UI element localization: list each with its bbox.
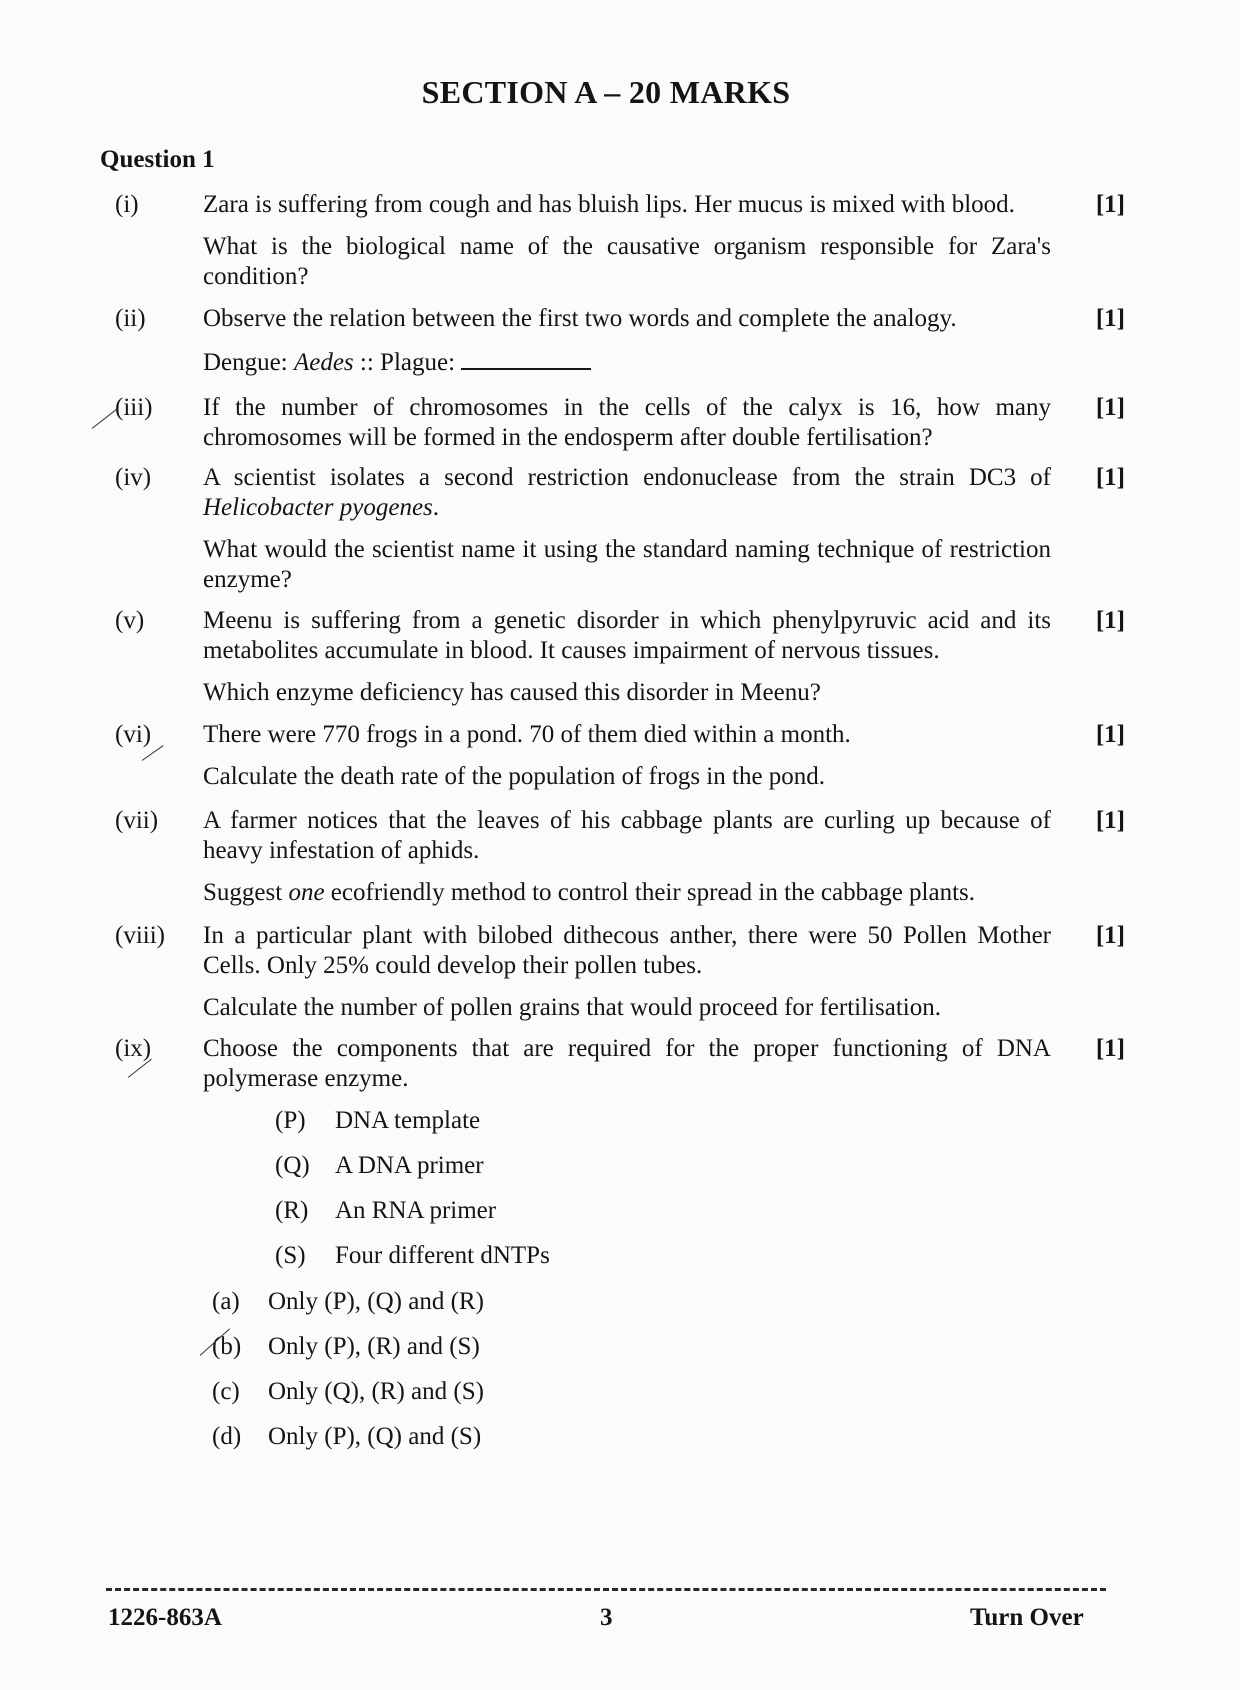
answer-blank xyxy=(461,346,591,370)
emphasis-word: one xyxy=(288,879,325,906)
question-text-part: A scientist isolates a second restriction endonuclease from the strain DC3 of xyxy=(203,464,1051,491)
component-text: Four different dNTPs xyxy=(335,1242,550,1269)
component-label: (S) xyxy=(275,1242,306,1269)
component-item xyxy=(275,1196,496,1226)
question-item xyxy=(115,921,1125,1023)
component-label: (P) xyxy=(275,1107,306,1134)
question-number: (i) xyxy=(115,191,139,218)
question-marks: [1] xyxy=(1095,807,1125,834)
component-item xyxy=(275,1151,484,1181)
question-number: (ii) xyxy=(115,305,146,332)
footer-rule xyxy=(106,1588,1106,1591)
question-item xyxy=(115,304,1125,378)
question-text xyxy=(203,878,1051,908)
paper-code: 1226-863A xyxy=(108,1604,222,1631)
question-item xyxy=(115,463,1125,595)
component-text: An RNA primer xyxy=(335,1197,497,1224)
component-item xyxy=(275,1241,550,1271)
choice-label: (b) xyxy=(212,1333,242,1360)
choice-label: (c) xyxy=(212,1378,240,1405)
question-number: (viii) xyxy=(115,922,165,949)
choice-text: Only (Q), (R) and (S) xyxy=(268,1378,484,1405)
question-text: A farmer notices that the leaves of his cabbage plants are curling up because of heavy infestation of aphids. xyxy=(203,807,1051,864)
analogy-part: :: Plague: xyxy=(353,349,462,376)
answer-choice[interactable] xyxy=(212,1287,484,1317)
choice-label: (d) xyxy=(212,1423,242,1450)
question-text: In a particular plant with bilobed dithecous anther, there were 50 Pollen Mother Cells. Only 25% could develop their pollen tubes. xyxy=(203,922,1051,979)
choice-label: (a) xyxy=(212,1288,240,1315)
question-number: (iv) xyxy=(115,464,152,491)
question-text: Calculate the death rate of the population of frogs in the pond. xyxy=(203,763,826,790)
component-item xyxy=(275,1106,480,1136)
question-number: (vi) xyxy=(115,721,152,748)
question-text: Observe the relation between the first two words and complete the analogy. xyxy=(203,305,957,332)
analogy-part: Dengue: xyxy=(203,349,294,376)
question-number: (iii) xyxy=(115,394,153,421)
analogy-line xyxy=(203,346,1051,378)
question-item xyxy=(115,393,1125,453)
choice-text: Only (P), (R) and (S) xyxy=(268,1333,480,1360)
question-item xyxy=(115,190,1125,292)
question-title: Question 1 xyxy=(100,146,215,173)
question-marks: [1] xyxy=(1095,394,1125,421)
pen-tick-mark xyxy=(92,408,118,428)
answer-choice[interactable] xyxy=(212,1377,484,1407)
question-item xyxy=(115,720,1125,792)
component-label: (Q) xyxy=(275,1152,310,1179)
answer-choice[interactable] xyxy=(212,1422,481,1452)
question-text xyxy=(203,463,1051,523)
question-text-part: . xyxy=(432,494,440,521)
component-text: DNA template xyxy=(335,1107,481,1134)
choice-text: Only (P), (Q) and (R) xyxy=(268,1288,484,1315)
question-item xyxy=(115,1034,1125,1094)
question-text: Meenu is suffering from a genetic disorder in which phenylpyruvic acid and its metabolites accumulate in blood. It causes impairment of nervous tissues. xyxy=(203,607,1051,664)
organism-name: Helicobacter pyogenes xyxy=(203,494,433,521)
question-text: What would the scientist name it using the standard naming technique of restriction enzyme? xyxy=(203,536,1051,593)
page-number: 3 xyxy=(600,1604,613,1631)
question-item xyxy=(115,606,1125,708)
answer-choice[interactable] xyxy=(212,1332,480,1362)
choice-text: Only (P), (Q) and (S) xyxy=(268,1423,482,1450)
question-text: There were 770 frogs in a pond. 70 of them died within a month. xyxy=(203,721,851,748)
question-text: If the number of chromosomes in the cells of the calyx is 16, how many chromosomes will be formed in the endosperm after double fertilisation? xyxy=(203,394,1051,451)
question-marks: [1] xyxy=(1095,1035,1125,1062)
question-item xyxy=(115,806,1125,908)
question-text: Zara is suffering from cough and has bluish lips. Her mucus is mixed with blood. xyxy=(203,191,1015,218)
question-marks: [1] xyxy=(1095,607,1125,634)
question-text: Which enzyme deficiency has caused this disorder in Meenu? xyxy=(203,679,821,706)
section-title: SECTION A – 20 MARKS xyxy=(421,74,791,110)
question-marks: [1] xyxy=(1095,305,1125,332)
question-text: Calculate the number of pollen grains that would proceed for fertilisation. xyxy=(203,994,941,1021)
component-label: (R) xyxy=(275,1197,309,1224)
question-text: What is the biological name of the causative organism responsible for Zara's condition? xyxy=(203,233,1051,290)
analogy-italic: Aedes xyxy=(293,349,354,376)
question-marks: [1] xyxy=(1095,191,1125,218)
question-text: Choose the components that are required for the proper functioning of DNA polymerase enzyme. xyxy=(203,1035,1051,1092)
question-marks: [1] xyxy=(1095,464,1125,491)
question-number: (ix) xyxy=(115,1035,152,1062)
question-marks: [1] xyxy=(1095,922,1125,949)
component-text: A DNA primer xyxy=(335,1152,484,1179)
question-text-part: Suggest xyxy=(203,879,289,906)
question-number: (v) xyxy=(115,607,145,634)
question-marks: [1] xyxy=(1095,721,1125,748)
question-number: (vii) xyxy=(115,807,159,834)
question-text-part: ecofriendly method to control their spread in the cabbage plants. xyxy=(324,879,976,906)
turn-over: Turn Over xyxy=(970,1604,1084,1631)
